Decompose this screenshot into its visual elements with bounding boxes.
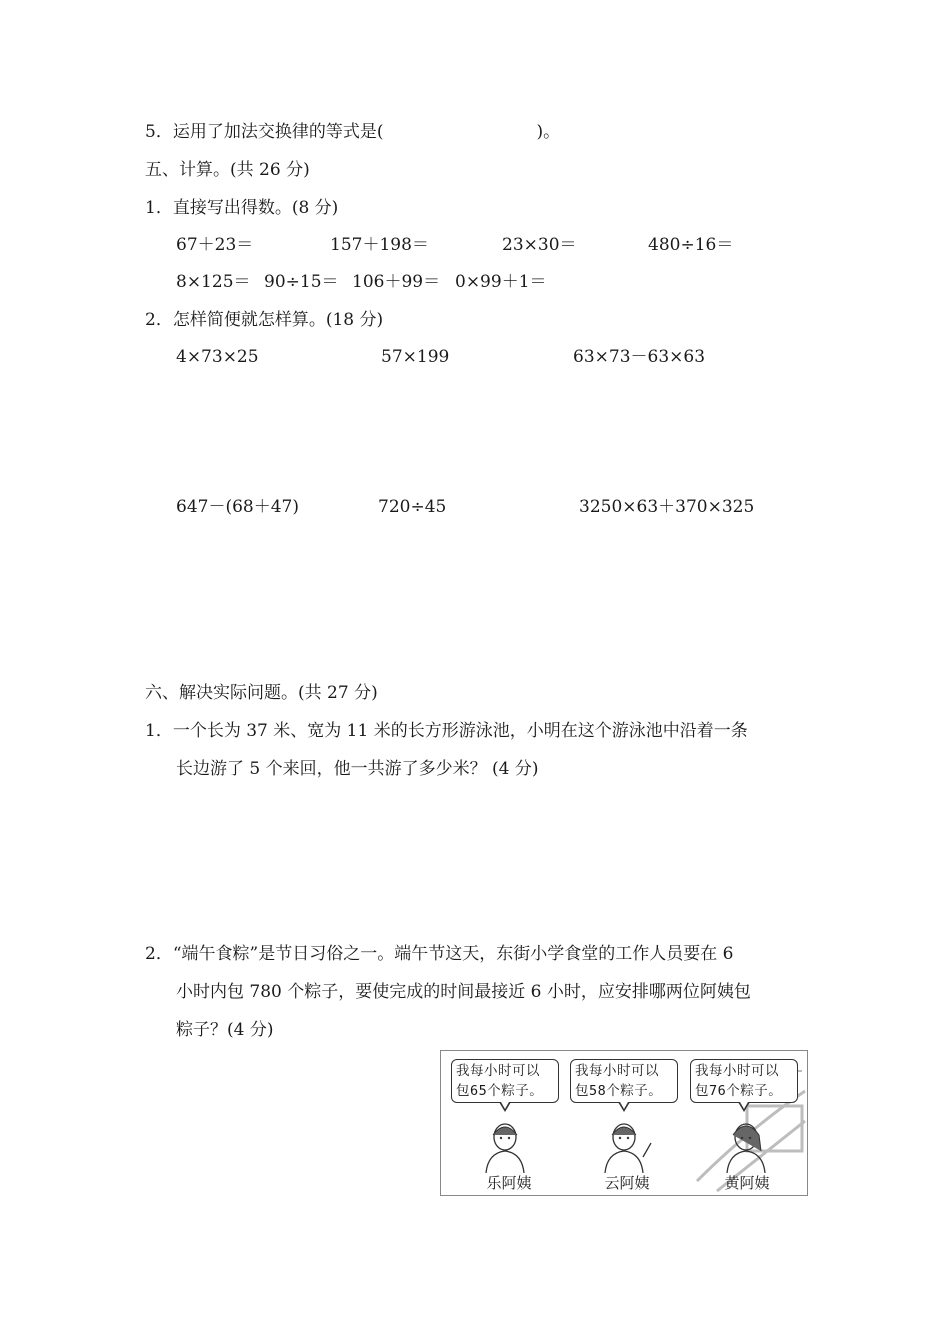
direct-expr: 8×125＝ — [176, 272, 251, 292]
direct-expr: 106＋99＝ — [352, 272, 441, 292]
section-5-q2: 2．怎样简便就怎样算。(18 分) — [145, 310, 384, 330]
speech-bubble — [690, 1059, 798, 1103]
bubble-text: 我每小时可以 — [695, 1063, 779, 1079]
direct-expr: 90÷15＝ — [264, 272, 339, 292]
simplify-expr: 4×73×25 — [176, 347, 259, 367]
aunt-figure — [711, 1117, 781, 1173]
aunt-name: 云阿姨 — [604, 1174, 650, 1192]
speech-bubble — [451, 1059, 559, 1103]
simplify-expr: 3250×63＋370×325 — [579, 497, 755, 517]
simplify-expr: 647－(68＋47) — [176, 497, 299, 517]
aunt-figure — [591, 1117, 661, 1173]
section-6-title: 六、解决实际问题。(共 27 分) — [145, 683, 378, 703]
bubble-text: 包76个粽子。 — [695, 1083, 783, 1099]
direct-expr: 157＋198＝ — [330, 235, 429, 255]
section-6-q2-line2: 小时内包 780 个粽子，要使完成的时间最接近 6 小时，应安排哪两位阿姨包 — [176, 982, 751, 1002]
aunt-figure — [470, 1117, 540, 1173]
section-6-q1-line2: 长边游了 5 个来回，他一共游了多少米？ (4 分) — [176, 759, 539, 779]
question-5: 5．运用了加法交换律的等式是( )。 — [145, 122, 561, 142]
direct-expr: 480÷16＝ — [648, 235, 734, 255]
bubble-text: 包65个粽子。 — [456, 1083, 544, 1099]
speech-bubble — [570, 1059, 678, 1103]
aunt-name: 黄阿姨 — [724, 1174, 770, 1192]
section-6-q2-line3: 粽子？(4 分) — [176, 1020, 274, 1040]
aunts-illustration — [440, 1050, 808, 1196]
simplify-expr: 720÷45 — [378, 497, 447, 517]
section-6-q1-line1: 1．一个长为 37 米、宽为 11 米的长方形游泳池，小明在这个游泳池中沿着一条 — [145, 721, 748, 741]
section-5-title: 五、计算。(共 26 分) — [145, 160, 310, 180]
bubble-text: 我每小时可以 — [456, 1063, 540, 1079]
aunt-name: 乐阿姨 — [486, 1174, 532, 1192]
bubble-text: 我每小时可以 — [575, 1063, 659, 1079]
simplify-expr: 57×199 — [381, 347, 450, 367]
direct-expr: 67＋23＝ — [176, 235, 254, 255]
simplify-expr: 63×73－63×63 — [573, 347, 706, 367]
direct-expr: 0×99＋1＝ — [455, 272, 547, 292]
section-5-q1: 1．直接写出得数。(8 分) — [145, 198, 339, 218]
direct-expr: 23×30＝ — [502, 235, 577, 255]
section-6-q2-line1: 2．“端午食粽”是节日习俗之一。端午节这天，东街小学食堂的工作人员要在 6 — [145, 944, 734, 964]
bubble-text: 包58个粽子。 — [575, 1083, 663, 1099]
